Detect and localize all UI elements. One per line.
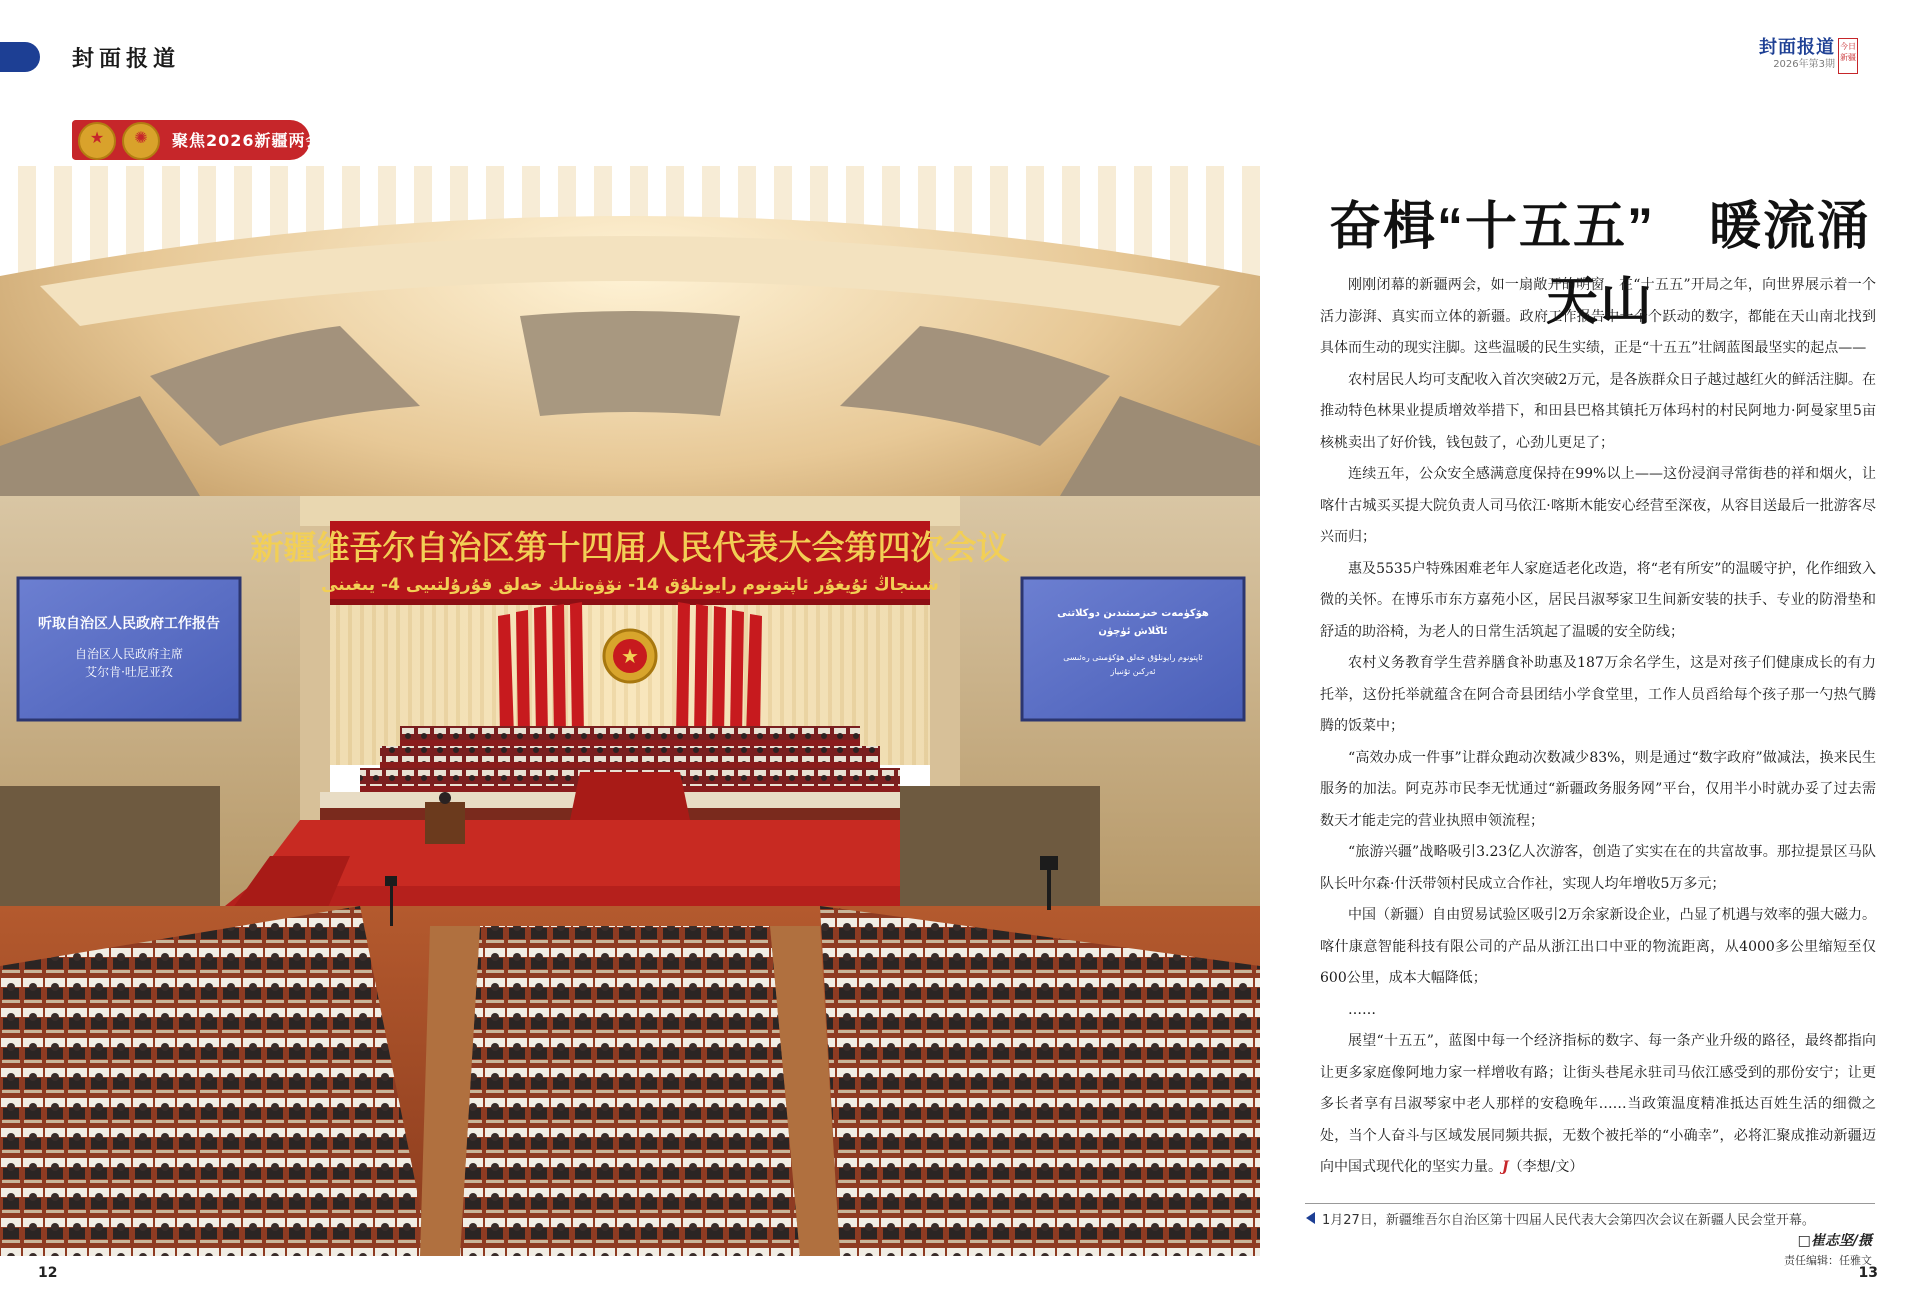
screen-right-line-3: ئاپتونوم رايونلۇق خەلق ھۆكۈمىتى رەئىسى <box>1063 653 1203 662</box>
issue-number: 2026年第3期 <box>1773 59 1835 70</box>
caption-pointer-icon <box>1306 1212 1315 1224</box>
article-paragraph-text: 展望“十五五”，蓝图中每一个经济指标的数字、每一条产业升级的路径，最终都指向让更多家庭像阿地力家一样增收有路；让街头巷尾永驻司马依江感受到的那份安宁；让更多长者享有吕淑琴家中老人那样的安稳晚年……当政策温度精准抵达百姓生活的细微之处，当个人奋斗与区域发展同频共振，无数个被托举的“小确幸”，必将汇聚成推动新疆迈向中国式现代化的坚实力量。 <box>1320 1033 1876 1175</box>
brand-name: 封面报道 <box>1759 37 1835 58</box>
svg-text:★: ★ <box>621 644 639 668</box>
banner-uyghur-title: شىنجاڭ ئۇيغۇر ئاپتونوم رايونلۇق 14- نۆۋەتلىك خەلق قۇرۇلتىيى 4- يىغىنى <box>321 575 939 595</box>
article-paragraph <box>1320 1026 1876 1184</box>
section-tab-marker <box>0 42 40 72</box>
responsible-editor: 责任编辑：任雅文 <box>1784 1254 1872 1267</box>
article-paragraph: “高效办成一件事”让群众跑动次数减少83%，则是通过“数字政府”做减法，换来民生服务的加法。阿克苏市民李无忧通过“新疆政务服务网”平台，仅用半小时就办妥了过去需数天才能走完的营业执照申领流程； <box>1320 749 1876 829</box>
article-paragraph: 连续五年，公众安全感满意度保持在99%以上——这份浸润寻常街巷的祥和烟火，让喀什古城买买提大院负责人司马依江·喀斯木能安心经营至深夜，从容目送最后一批游客尽兴而归； <box>1320 466 1876 545</box>
magazine-brand <box>1759 38 1835 71</box>
article-paragraph: 惠及5535户特殊困难老年人家庭适老化改造，将“老有所安”的温暖守护，化作细致入微的关怀。在博乐市东方嘉苑小区，居民吕淑琴家卫生间新安装的扶手、专业的防滑垫和舒适的助浴椅，为老人的日常生活筑起了温暖的安全防线； <box>1320 560 1876 640</box>
article-body <box>1320 270 1876 1184</box>
screen-right-line-4: ئەركىن تۇنىياز <box>1110 667 1156 676</box>
screen-left-line-1: 听取自治区人民政府工作报告 <box>38 616 220 632</box>
article-byline <box>1502 1159 1583 1175</box>
magazine-seal-logo: 今日新疆 <box>1838 38 1858 74</box>
screen-left-line-3: 艾尔肯·吐尼亚孜 <box>85 665 173 679</box>
byline-text: （李想/文） <box>1508 1159 1584 1175</box>
byline-mark-icon: J <box>1502 1159 1509 1175</box>
article-paragraph: …… <box>1348 1001 1376 1018</box>
article-paragraph: 农村居民人均可支配收入首次突破2万元，是各族群众日子越过越红火的鲜活注脚。在推动特色林果业提质增效举措下，和田县巴格其镇托万体玛村的村民阿地力·阿曼家里5亩核桃卖出了好价钱，钱包鼓了，心劲儿更足了； <box>1320 371 1876 451</box>
screen-right-line-2: ئاڭلاش ئۈچۈن <box>1098 626 1168 637</box>
page-number-right: 13 <box>1858 1265 1878 1281</box>
photo-caption: 1月27日，新疆维吾尔自治区第十四届人民代表大会第四次会议在新疆人民会堂开幕。 <box>1322 1213 1815 1228</box>
article-paragraph: 刚刚闭幕的新疆两会，如一扇敞开的明窗，在“十五五”开局之年，向世界展示着一个活力澎湃、真实而立体的新疆。政府工作报告中一个个跃动的数字，都能在天山南北找到具体而生动的现实注脚。这些温暖的民生实绩，正是“十五五”壮阔蓝图最坚实的起点—— <box>1320 277 1876 356</box>
article-paragraph: “旅游兴疆”战略吸引3.23亿人次游客，创造了实实在在的共富故事。那拉提景区马队队长叶尔森·什沃带领村民成立合作社，实现人均年增收5万多元； <box>1320 844 1876 892</box>
national-emblem-icon: ★ <box>78 122 116 160</box>
article-paragraph: 中国（新疆）自由贸易试验区吸引2万余家新设企业，凸显了机遇与效率的强大磁力。喀什康意智能科技有限公司的产品从浙江出口中亚的物流距离，从4000多公里缩短至仅600公里，成本大幅降低； <box>1320 907 1876 986</box>
article-headline: 奋楫“十五五” 暖流涌天山 <box>1328 198 1871 331</box>
photo-credit: □崔志坚/摄 <box>1797 1233 1872 1249</box>
cppcc-emblem-icon: ✺ <box>122 122 160 160</box>
caption-rule <box>1305 1203 1875 1204</box>
page-number-left: 12 <box>38 1265 58 1281</box>
section-title: 封面报道 <box>72 46 181 72</box>
focus-badge-label: 聚焦2026新疆两会 <box>172 131 323 150</box>
article-paragraph: 农村义务教育学生营养膳食补助惠及187万余名学生，这是对孩子们健康成长的有力托举，这份托举就蕴含在阿合奇县团结小学食堂里，工作人员舀给每个孩子那一勺热气腾腾的饭菜中； <box>1320 655 1876 734</box>
screen-right-line-1: ھۆكۈمەت خىزمىتىدىن دوكلاتنى <box>1057 608 1209 619</box>
banner-chinese-title: 新疆维吾尔自治区第十四届人民代表大会第四次会议 <box>250 528 1010 567</box>
screen-left-line-2: 自治区人民政府主席 <box>74 647 184 661</box>
assembly-hall-photo <box>0 166 1260 1256</box>
